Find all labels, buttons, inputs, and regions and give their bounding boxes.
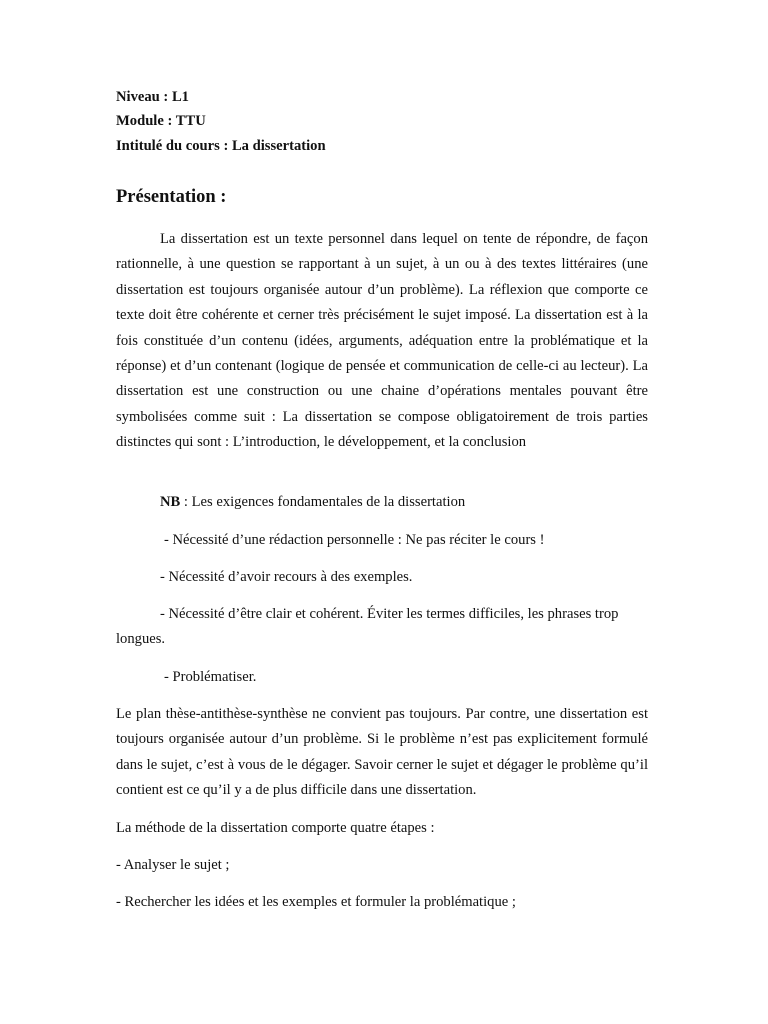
course-title-line: Intitulé du cours : La dissertation bbox=[116, 138, 326, 154]
nb-line bbox=[160, 494, 465, 511]
presentation-paragraph: La dissertation est un texte personnel dans lequel on tente de répondre, de façon rationnelle, à une question se rapportant à un sujet, à un ou à des textes littéraires (une dissertation est toujours organisée autour d’un problème). La réflexion que comporte ce texte doit être cohérente et cerner très précisément le sujet imposé. La dissertation est à la fois constituée d’un contenu (idées, arguments, adéquation entre la problématique et la réponse) et d’un contenant (logique de pensée et communication de celle-ci au lecteur). La dissertation est une construction ou une chaine d’opérations mentales pouvant être symbolisées comme suit : La dissertation se compose obligatoirement de trois parties distinctes qui sont : L’introduction, le développement, et la conclusion bbox=[116, 231, 648, 451]
method-intro: La méthode de la dissertation comporte quatre étapes : bbox=[116, 820, 435, 836]
requirement-item: - Problématiser. bbox=[164, 669, 257, 685]
module-line: Module : TTU bbox=[116, 113, 206, 129]
requirement-item: - Nécessité d’avoir recours à des exemples. bbox=[160, 569, 413, 585]
requirement-item: - Nécessité d’être clair et cohérent. Éviter les termes difficiles, les phrases trop bbox=[160, 606, 619, 622]
method-step: - Rechercher les idées et les exemples et formuler la problématique ; bbox=[116, 894, 516, 910]
method-step: - Analyser le sujet ; bbox=[116, 857, 230, 873]
nb-text: : Les exigences fondamentales de la dissertation bbox=[180, 494, 466, 510]
plan-paragraph: Le plan thèse-antithèse-synthèse ne convient pas toujours. Par contre, une dissertation est toujours organisée autour d’un problème. Si le problème n’est pas explicitement formulé dans le sujet, c’est à vous de le dégager. Savoir cerner le sujet et dégager le problème qu’il contient est ce qu’il y a de plus difficile dans une dissertation. bbox=[116, 706, 648, 799]
niveau-line: Niveau : L1 bbox=[116, 89, 189, 105]
section-heading: Présentation : bbox=[116, 187, 227, 207]
nb-label: NB bbox=[160, 494, 181, 510]
requirement-item: - Nécessité d’une rédaction personnelle : Ne pas réciter le cours ! bbox=[164, 532, 545, 548]
requirement-item-continuation: longues. bbox=[116, 631, 166, 647]
